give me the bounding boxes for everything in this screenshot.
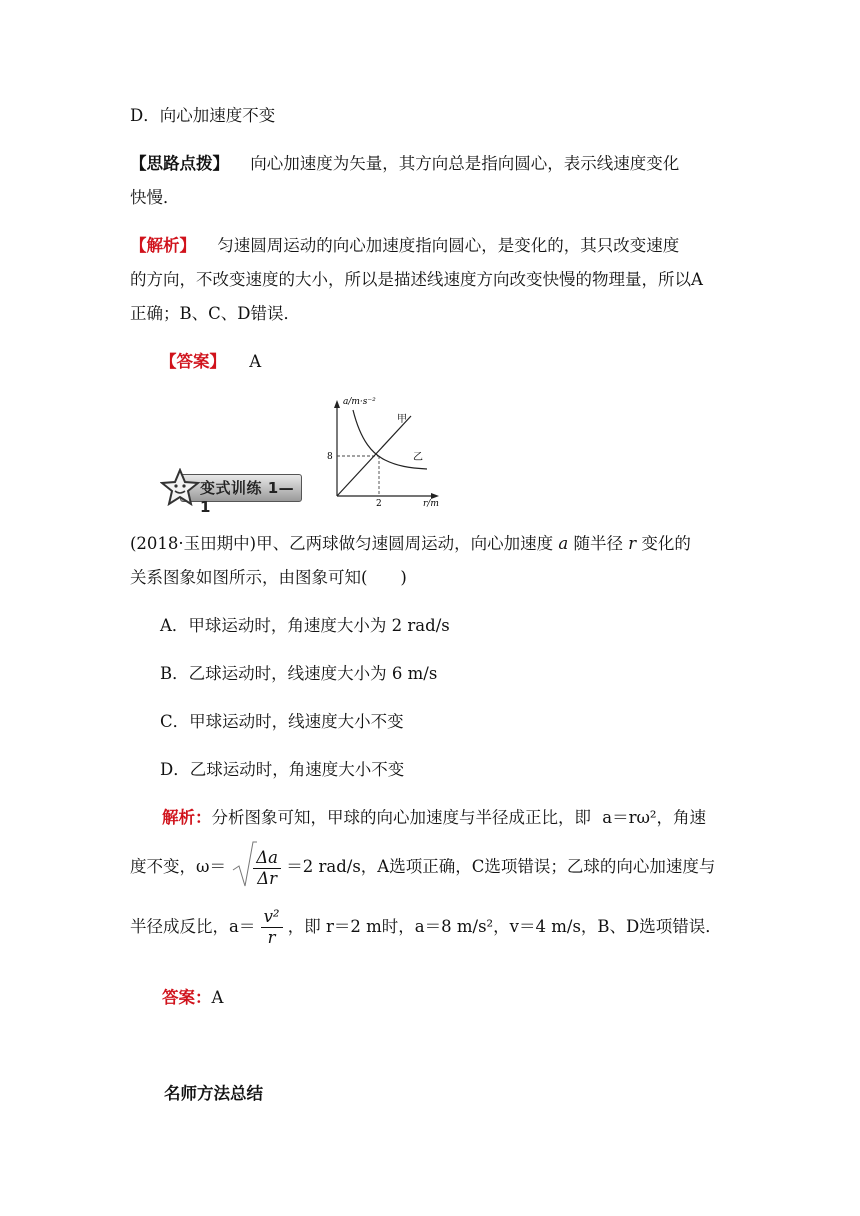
answer2 — [162, 986, 762, 1010]
fraction-dr-denominator: Δr — [257, 868, 277, 888]
question-mid: 随半径 — [573, 534, 623, 553]
y-axis-label: a/m·s⁻² — [343, 397, 376, 407]
question-text-1: 甲、乙两球做匀速圆周运动，向心加速度 — [256, 534, 554, 553]
question-line1-end: 变化的 — [641, 534, 691, 553]
answer2-label: 答案： — [162, 988, 212, 1007]
x-tick-2: 2 — [376, 499, 382, 507]
hint-line-2: 快慢． — [130, 188, 180, 207]
hint-line-1 — [130, 152, 730, 176]
fraction-v2-numerator: v² — [261, 907, 283, 928]
option-a: A．甲球运动时，角速度大小为 2 rad/s — [160, 616, 450, 635]
option-b: B．乙球运动时，线速度大小为 6 m/s — [160, 664, 438, 683]
star-icon — [160, 468, 200, 508]
question-line-1 — [130, 532, 730, 556]
option-d-previous: D．向心加速度不变 — [130, 106, 276, 125]
analysis1-line-3: 正确；B、C、D错误． — [130, 304, 300, 323]
y-tick-8: 8 — [327, 452, 333, 462]
analysis2-line-3 — [130, 903, 730, 951]
analysis2-formula-1: a＝rω²，角速 — [602, 808, 707, 827]
series-yi-label: 乙 — [413, 452, 423, 463]
analysis2-line-1 — [162, 806, 762, 830]
fraction-da-numerator: Δa — [253, 848, 281, 869]
question-var-r: r — [628, 534, 637, 553]
fraction-da-dr — [253, 848, 281, 889]
option-d: D．乙球运动时，角速度大小不变 — [160, 760, 405, 779]
analysis2-label: 解析： — [162, 808, 212, 827]
fraction-r-denominator: r — [267, 928, 276, 947]
question-line-2: 关系图象如图所示，由图象可知( ) — [130, 568, 407, 587]
acceleration-radius-graph — [305, 392, 445, 507]
analysis1-line-1 — [130, 234, 730, 258]
fraction-v2-r — [261, 907, 283, 948]
sqrt-expression — [231, 844, 281, 892]
variant-training-badge — [160, 468, 300, 516]
badge-text: 变式训练 1—1 — [200, 479, 295, 516]
analysis2-text-1: 分析图象可知，甲球的向心加速度与半径成正比，即 — [211, 808, 591, 827]
x-axis-label: r/m — [423, 499, 439, 507]
analysis2-line2-pre: 度不变，ω＝ — [130, 857, 226, 876]
hint-text-1: 向心加速度为矢量，其方向总是指向圆心，表示线速度变化 — [250, 154, 680, 173]
analysis2-line2-post: ＝2 rad/s，A选项正确，C选项错误；乙球的向心加速度与 — [286, 857, 716, 876]
analysis2-line-2 — [130, 843, 730, 892]
y-axis-arrow — [334, 400, 340, 408]
answer1 — [160, 350, 760, 374]
analysis2-line3-pre: 半径成反比，a＝ — [130, 917, 256, 936]
answer2-value: A — [211, 988, 224, 1007]
analysis1-text-1: 匀速圆周运动的向心加速度指向圆心，是变化的，其只改变速度 — [217, 236, 680, 255]
question-var-a: a — [558, 534, 569, 553]
analysis2-line3-post: ，即 r＝2 m时，a＝8 m/s²，v＝4 m/s，B、D选项错误． — [287, 917, 722, 936]
answer1-value: A — [249, 352, 262, 371]
hint-label: 【思路点拨】 — [130, 154, 229, 173]
question-source: (2018·玉田期中) — [130, 534, 257, 553]
series-jia-label: 甲 — [397, 414, 407, 425]
analysis1-label: 【解析】 — [130, 236, 196, 255]
option-c: C．甲球运动时，线速度大小不变 — [160, 712, 404, 731]
answer1-label: 【答案】 — [160, 352, 226, 371]
analysis1-line-2: 的方向，不改变速度的大小，所以是描述线速度方向改变快慢的物理量，所以A — [130, 270, 703, 289]
section-title: 名师方法总结 — [164, 1084, 263, 1103]
